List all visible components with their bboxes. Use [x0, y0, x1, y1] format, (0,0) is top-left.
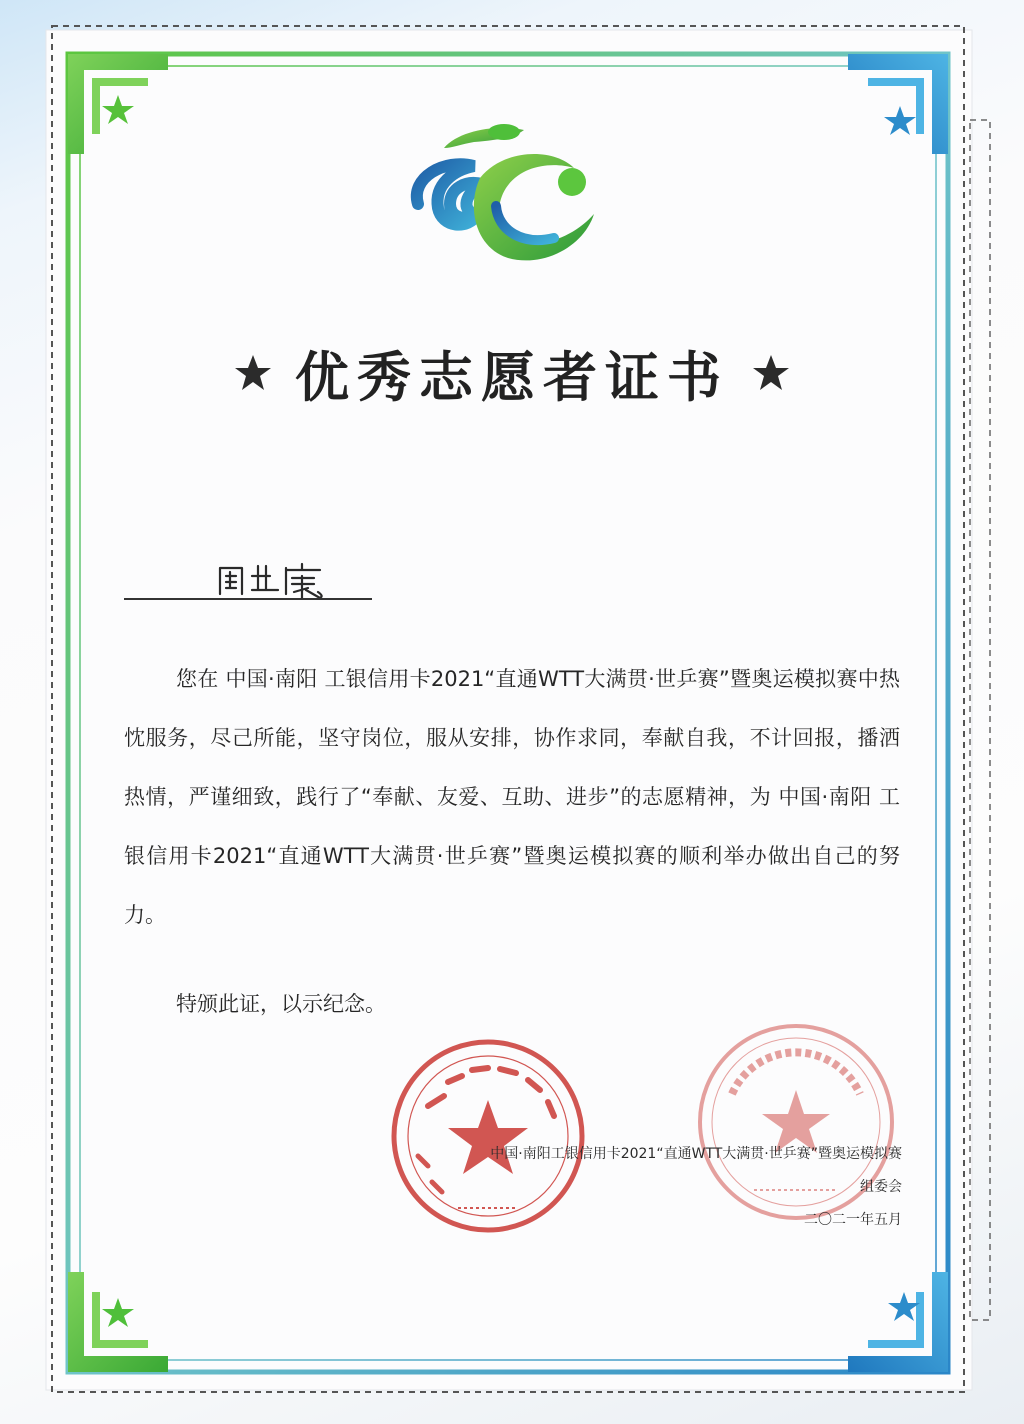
recipient-name-signature	[212, 560, 332, 602]
star-right-icon	[751, 353, 791, 393]
issuer-block	[490, 1138, 902, 1237]
issuer-committee: 组委会	[860, 1179, 902, 1195]
closing-text: 特颁此证，以示纪念。	[176, 992, 386, 1016]
name-underline	[124, 598, 372, 600]
certificate-title: 优秀志愿者证书	[295, 345, 729, 409]
certificate-body: 您在 中国·南阳 工银信用卡2021“直通WTT大满贯·世乒赛”暨奥运模拟赛中热忱服务，尽己所能，坚守岗位，服从安排，协作求同，奉献自我，不计回报，播洒热情，严谨细致，践行了“奉献、友爱、互助、进步”的志愿精神，为 中国·南阳 工银信用卡2021“直通WTT大满贯·世乒赛”暨奥运模拟赛的顺利举办做出自己的努力。	[124, 667, 900, 927]
title-row	[0, 328, 1024, 418]
star-left-icon	[233, 353, 273, 393]
issue-date: 二〇二一年五月	[804, 1212, 902, 1228]
event-logo	[404, 118, 614, 274]
issuer-name: 中国·南阳工银信用卡2021“直通WTT大满贯·世乒赛”暨奥运模拟赛	[490, 1146, 902, 1162]
